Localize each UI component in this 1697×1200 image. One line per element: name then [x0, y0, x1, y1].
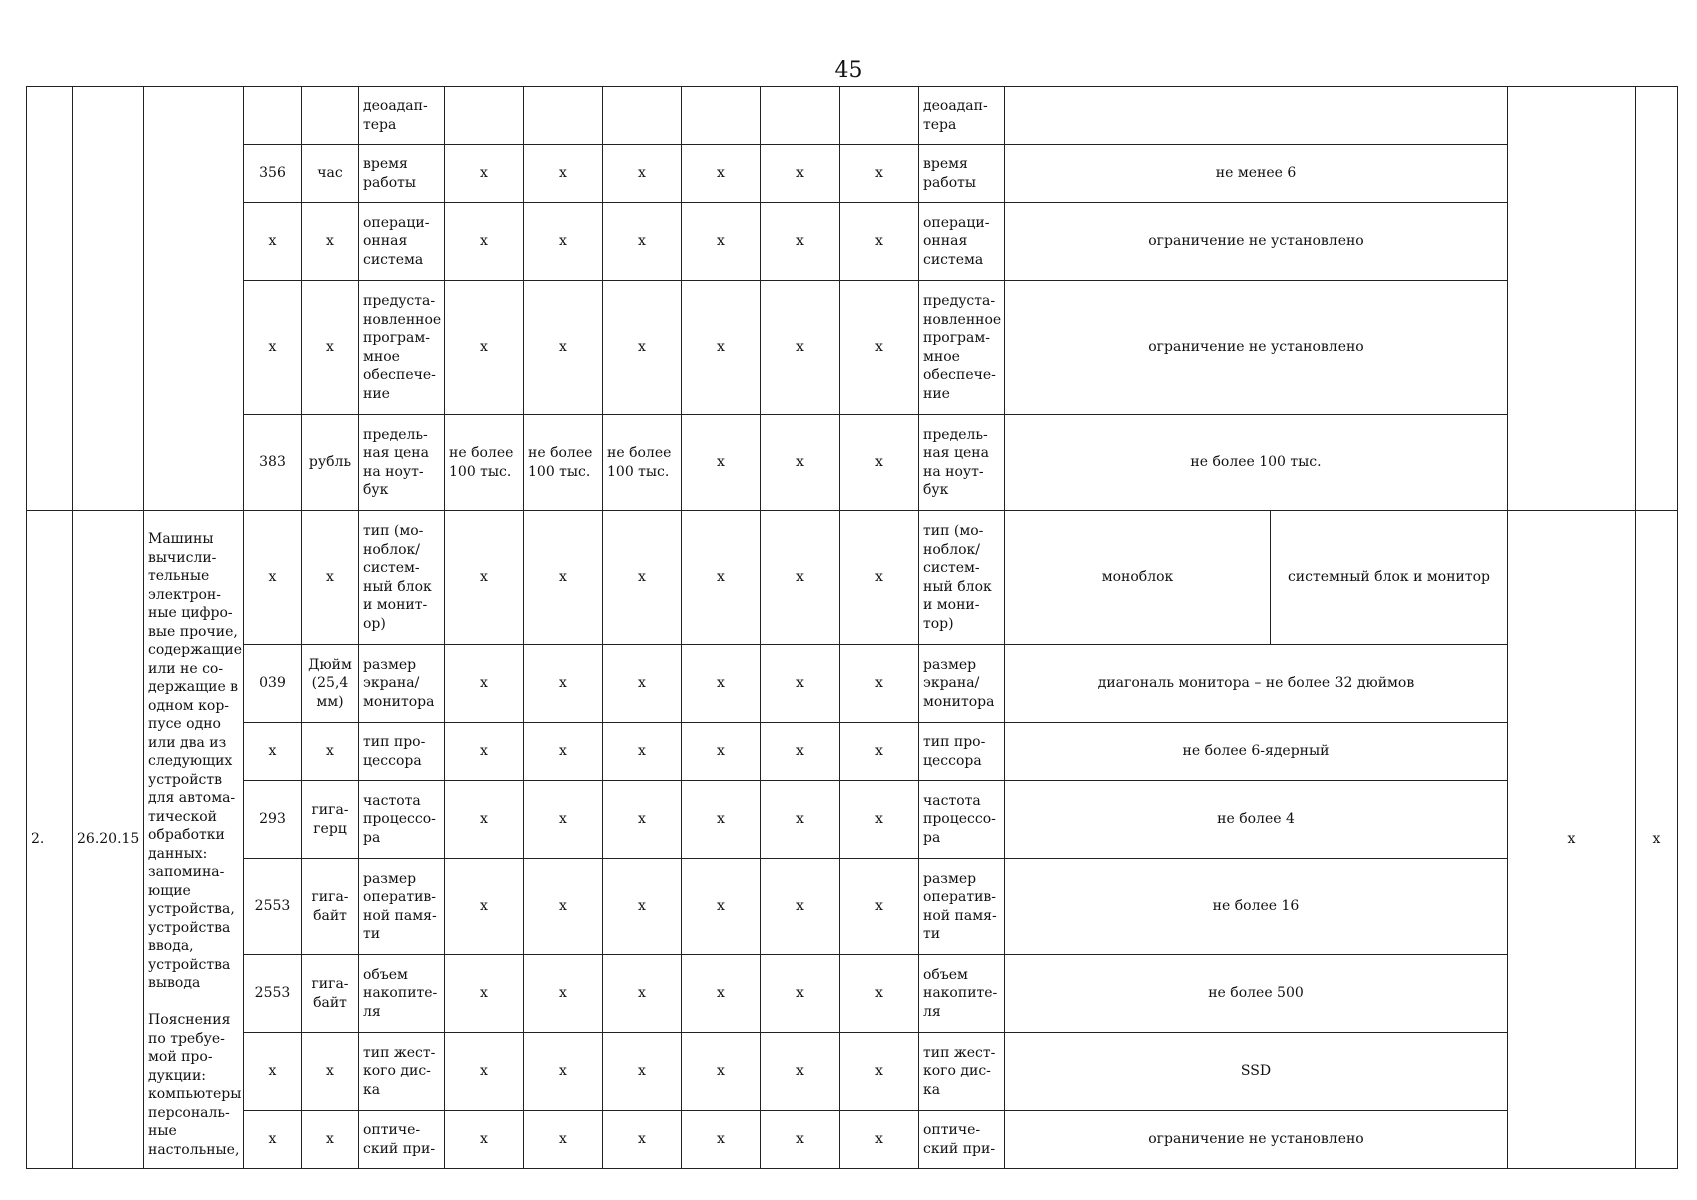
- characteristic-value-cell: не более 6-ядерный: [1005, 723, 1508, 781]
- unit-name-cell: х: [302, 1033, 359, 1111]
- value-cell: х: [445, 955, 524, 1033]
- unit-code-cell: х: [244, 1033, 302, 1111]
- unit-code-cell: х: [244, 723, 302, 781]
- characteristic-name-cell: тип жест- кого дис- ка: [359, 1033, 445, 1111]
- value-cell: х: [524, 1111, 603, 1169]
- table-row: [27, 1111, 1678, 1169]
- value-cell: не более 100 тыс.: [524, 415, 603, 511]
- unit-name-cell: х: [302, 281, 359, 415]
- value-cell: х: [682, 203, 761, 281]
- unit-code-cell: 356: [244, 145, 302, 203]
- value-cell: х: [761, 1111, 840, 1169]
- value-cell: х: [524, 645, 603, 723]
- table-row: [27, 511, 1678, 645]
- unit-name-cell: х: [302, 723, 359, 781]
- value-cell: х: [682, 781, 761, 859]
- characteristic-value-cell: ограничение не установлено: [1005, 1111, 1508, 1169]
- value-cell: х: [840, 145, 919, 203]
- unit-name-cell: гига- байт: [302, 955, 359, 1033]
- value-cell: х: [445, 645, 524, 723]
- characteristic-name-cell-2: размер экрана/ монитора: [919, 645, 1005, 723]
- value-cell: [524, 87, 603, 145]
- value-cell: х: [445, 723, 524, 781]
- value-cell: х: [682, 645, 761, 723]
- characteristic-name-cell: деоадап- тера: [359, 87, 445, 145]
- value-cell: х: [603, 1033, 682, 1111]
- value-cell: х: [761, 1033, 840, 1111]
- page-number: 45: [834, 58, 863, 83]
- unit-name-cell: х: [302, 511, 359, 645]
- value-cell: х: [761, 511, 840, 645]
- characteristic-value-cell: [1005, 87, 1508, 145]
- characteristic-name-cell: размер экрана/ монитора: [359, 645, 445, 723]
- value-cell: х: [761, 781, 840, 859]
- value-cell: х: [524, 145, 603, 203]
- unit-code-cell: х: [244, 1111, 302, 1169]
- value-cell: х: [840, 859, 919, 955]
- value-cell: х: [761, 955, 840, 1033]
- value-cell: [445, 87, 524, 145]
- value-cell: х: [603, 203, 682, 281]
- value-cell: х: [524, 781, 603, 859]
- value-cell: х: [524, 281, 603, 415]
- unit-code-cell: х: [244, 203, 302, 281]
- table-row: [27, 1033, 1678, 1111]
- characteristic-name-cell-2: тип про- цессора: [919, 723, 1005, 781]
- characteristic-name-cell-2: размер оператив- ной памя- ти: [919, 859, 1005, 955]
- value-cell: не более 100 тыс.: [445, 415, 524, 511]
- table-row: [27, 645, 1678, 723]
- characteristic-value-cell-system-unit: системный блок и монитор: [1271, 511, 1508, 645]
- unit-code-cell: х: [244, 511, 302, 645]
- table-row: [27, 281, 1678, 415]
- characteristic-name-cell-2: частота процессо- ра: [919, 781, 1005, 859]
- unit-code-cell: 383: [244, 415, 302, 511]
- extra-cell-b: [1636, 87, 1678, 511]
- unit-code-cell: 039: [244, 645, 302, 723]
- characteristic-value-cell: не менее 6: [1005, 145, 1508, 203]
- value-cell: х: [682, 1111, 761, 1169]
- value-cell: х: [682, 415, 761, 511]
- value-cell: х: [840, 955, 919, 1033]
- unit-code-cell: 2553: [244, 955, 302, 1033]
- value-cell: х: [603, 723, 682, 781]
- characteristic-name-cell: предель- ная цена на ноут- бук: [359, 415, 445, 511]
- value-cell: х: [524, 859, 603, 955]
- value-cell: х: [603, 955, 682, 1033]
- value-cell: х: [682, 859, 761, 955]
- characteristic-value-cell: ограничение не установлено: [1005, 281, 1508, 415]
- characteristic-value-cell: SSD: [1005, 1033, 1508, 1111]
- characteristic-name-cell: тип (мо- ноблок/ систем- ный блок и монит- ор): [359, 511, 445, 645]
- characteristic-value-cell-monoblock: моноблок: [1005, 511, 1271, 645]
- value-cell: х: [840, 281, 919, 415]
- table-row: [27, 203, 1678, 281]
- value-cell: х: [682, 281, 761, 415]
- value-cell: х: [840, 203, 919, 281]
- row-number-cell: [27, 87, 73, 511]
- characteristic-name-cell: время работы: [359, 145, 445, 203]
- value-cell: х: [840, 415, 919, 511]
- unit-name-cell: х: [302, 203, 359, 281]
- value-cell: х: [761, 145, 840, 203]
- value-cell: х: [761, 203, 840, 281]
- extra-cell-b: х: [1636, 511, 1678, 1169]
- value-cell: х: [603, 645, 682, 723]
- value-cell: х: [840, 781, 919, 859]
- table-row: [27, 955, 1678, 1033]
- characteristic-value-cell: не более 500: [1005, 955, 1508, 1033]
- value-cell: х: [682, 723, 761, 781]
- characteristic-value-cell: ограничение не установлено: [1005, 203, 1508, 281]
- characteristic-value-cell: диагональ монитора – не более 32 дюймов: [1005, 645, 1508, 723]
- value-cell: х: [761, 723, 840, 781]
- extra-cell-a: [1508, 87, 1636, 511]
- value-cell: х: [603, 1111, 682, 1169]
- value-cell: х: [445, 145, 524, 203]
- value-cell: х: [603, 859, 682, 955]
- table-row: [27, 723, 1678, 781]
- value-cell: х: [603, 781, 682, 859]
- value-cell: х: [682, 511, 761, 645]
- table-row: [27, 859, 1678, 955]
- value-cell: не более 100 тыс.: [603, 415, 682, 511]
- product-description-cell: [144, 87, 244, 511]
- characteristic-name-cell: частота процессо- ра: [359, 781, 445, 859]
- value-cell: х: [840, 1033, 919, 1111]
- value-cell: х: [840, 723, 919, 781]
- value-cell: х: [524, 1033, 603, 1111]
- unit-name-cell: час: [302, 145, 359, 203]
- unit-name-cell: гига- герц: [302, 781, 359, 859]
- product-description-cell: Машины вычисли- тельные электрон- ные цифро- вые прочие, содержащие или не со- держащие в одном кор- пусе одно или два из следующих устройств для автома- тической обработки данных: запомина- ющие устройства, устройства ввода, устройства вывода Пояснения по требуе- мой про- дукции: компьютеры персональ- ные настольные,: [144, 511, 244, 1169]
- table-row: [27, 781, 1678, 859]
- characteristic-name-cell: объем накопите- ля: [359, 955, 445, 1033]
- characteristic-name-cell-2: предель- ная цена на ноут- бук: [919, 415, 1005, 511]
- value-cell: [840, 87, 919, 145]
- value-cell: х: [761, 645, 840, 723]
- requirements-table: [26, 86, 1678, 1169]
- value-cell: х: [603, 145, 682, 203]
- unit-name-cell: [302, 87, 359, 145]
- value-cell: [603, 87, 682, 145]
- value-cell: х: [840, 645, 919, 723]
- value-cell: х: [445, 203, 524, 281]
- okpd-code-cell: [73, 87, 144, 511]
- value-cell: х: [761, 415, 840, 511]
- characteristic-name-cell: тип про- цессора: [359, 723, 445, 781]
- characteristic-value-cell: не более 4: [1005, 781, 1508, 859]
- table-row: [27, 415, 1678, 511]
- characteristic-name-cell: операци- онная система: [359, 203, 445, 281]
- value-cell: х: [524, 723, 603, 781]
- characteristic-name-cell-2: операци- онная система: [919, 203, 1005, 281]
- unit-name-cell: гига- байт: [302, 859, 359, 955]
- unit-code-cell: 2553: [244, 859, 302, 955]
- value-cell: х: [682, 1033, 761, 1111]
- value-cell: х: [445, 1033, 524, 1111]
- value-cell: х: [524, 203, 603, 281]
- value-cell: [761, 87, 840, 145]
- value-cell: х: [761, 859, 840, 955]
- unit-code-cell: 293: [244, 781, 302, 859]
- value-cell: х: [445, 511, 524, 645]
- value-cell: х: [524, 955, 603, 1033]
- table-body: [27, 87, 1678, 1169]
- unit-code-cell: х: [244, 281, 302, 415]
- value-cell: х: [445, 281, 524, 415]
- unit-name-cell: х: [302, 1111, 359, 1169]
- value-cell: х: [603, 281, 682, 415]
- characteristic-name-cell-2: деоадап- тера: [919, 87, 1005, 145]
- characteristic-name-cell-2: тип жест- кого дис- ка: [919, 1033, 1005, 1111]
- characteristic-name-cell: размер оператив- ной памя- ти: [359, 859, 445, 955]
- characteristic-value-cell: не более 100 тыс.: [1005, 415, 1508, 511]
- value-cell: х: [840, 511, 919, 645]
- unit-name-cell: рубль: [302, 415, 359, 511]
- value-cell: х: [445, 1111, 524, 1169]
- characteristic-name-cell-2: тип (мо- ноблок/ систем- ный блок и мони- тор): [919, 511, 1005, 645]
- value-cell: х: [682, 955, 761, 1033]
- value-cell: х: [445, 859, 524, 955]
- characteristic-name-cell-2: оптиче- ский при-: [919, 1111, 1005, 1169]
- value-cell: [682, 87, 761, 145]
- unit-code-cell: [244, 87, 302, 145]
- row-number-cell: 2.: [27, 511, 73, 1169]
- value-cell: х: [445, 781, 524, 859]
- value-cell: х: [524, 511, 603, 645]
- okpd-code-cell: 26.20.15: [73, 511, 144, 1169]
- characteristic-name-cell: оптиче- ский при-: [359, 1111, 445, 1169]
- extra-cell-a: х: [1508, 511, 1636, 1169]
- characteristic-name-cell-2: предуста- новленное програм- мное обеспече- ние: [919, 281, 1005, 415]
- characteristic-name-cell-2: объем накопите- ля: [919, 955, 1005, 1033]
- unit-name-cell: Дюйм (25,4 мм): [302, 645, 359, 723]
- value-cell: х: [603, 511, 682, 645]
- characteristic-name-cell-2: время работы: [919, 145, 1005, 203]
- table-row: [27, 87, 1678, 145]
- value-cell: х: [840, 1111, 919, 1169]
- characteristic-value-cell: не более 16: [1005, 859, 1508, 955]
- characteristic-name-cell: предуста- новленное програм- мное обеспече- ние: [359, 281, 445, 415]
- value-cell: х: [761, 281, 840, 415]
- table-row: [27, 145, 1678, 203]
- value-cell: х: [682, 145, 761, 203]
